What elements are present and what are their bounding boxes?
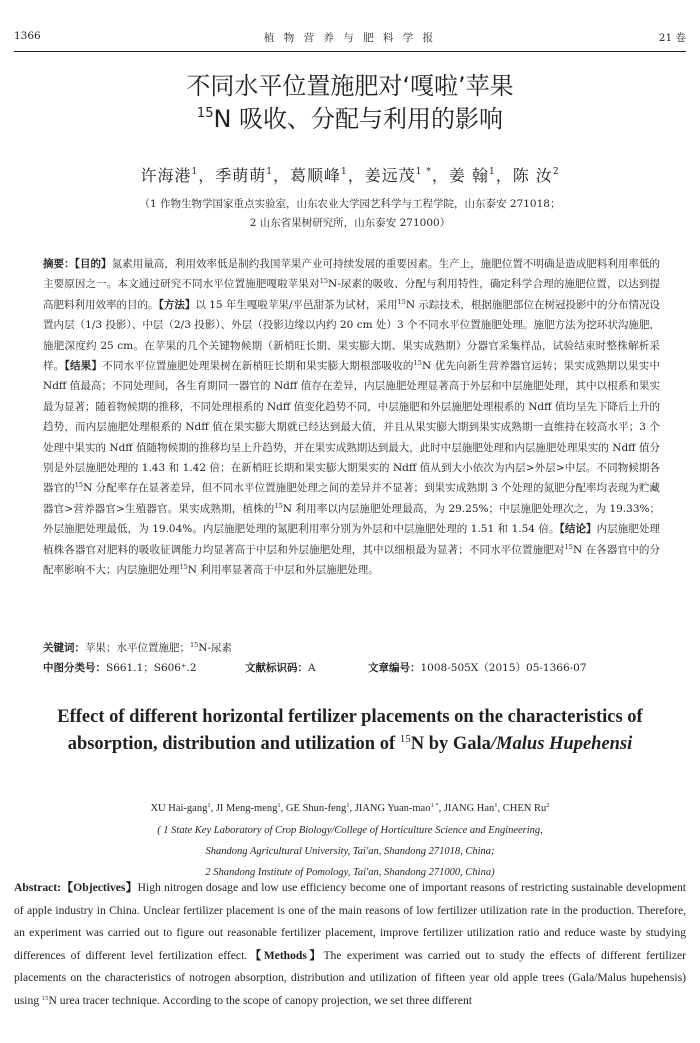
methods-text-en: The experiment was carried out to study the effects of different fertilizer placements on the characteristics of notrogen absorption, distribution and utilization of fifteen year old apple trees (Gala/Malus hupehensis) using bbox=[14, 948, 686, 1007]
conclusion-label-cn: 【结论】 bbox=[559, 523, 597, 536]
paper-page: 1366 植 物 营 养 与 肥 料 学 报 21 卷 不同水平位置施肥对‘嘎啦’苹果 $^{15}$N 吸收、分配与利用的影响 许海港$^1$，季萌萌$^1$，葛顺峰$^1$，姜远茂$^{1 *}$，姜 翰$^1$，陈 汝$^2$ （1 作物生物学国家重点实验室，山东农业大学园艺科学与工程学院，山东泰安 271018； 2 山东省果树研究所，山东泰安 271000） 摘要：【目的】氮素用量高，利用效率低是制约我国苹果产业可持续发展的重要因素。生产上，施肥位置不明确是造成肥料利用率低的主要原因之一。本文通过研究不同水平位置施肥嘎啦苹果对$^{15}$N-尿素的吸收、分配与利用特性，确定科学合理的施肥位置，以达到提高肥料利用效率的目的。【方法】以 15 年生嘎啦苹果/平邑甜茶为试材，采用$^{15}$N 示踪技术，根据施肥部位在树冠投影中的分布情况设置内层（1/3 投影）、中层（2/3 投影）、外层（投影边缘以内约 20 cm 处）3 个不同水平位置施肥处理。施肥方法为挖环状沟施肥，施肥深度约 25 cm。在苹果的几个关键物候期（新梢旺长期、果实膨大期、果实成熟期）分器官采集样品，试验结束时整株解析采样。【结果】不同水平位置施肥处理果树在新梢旺长期和果实膨大期根部吸收的$^{15}$N 优先向新生营养器官运转；果实成熟期以果实中 Ndff 值最高；不同处理间，各生育期同一器官的 Ndff 值存在差异，内层施肥处理显著高于外层和中层施肥处理，其中以根系和果实最为显著；随着物候期的推移，不同处理根系的 Ndff 值变化趋势不同，中层施肥和外层施肥处理根系的 Ndff 值均呈先下降后上升的趋势，而内层施肥处理根系的 Ndff 值在果实膨大期就已经达到最大值，并且从果实膨大期到果实成熟期一直维持在较高水平；3 个处理中果实的 Ndff 值随物候期的推移均呈上升趋势，并在果实成熟期达到最大，此时中层施肥处理和内层施肥处理果实的 Ndff 值分别是外层施肥处理的 1.43 和 1.42 倍；在新梢旺长期和果实膨大期果实的 Ndff 值从到大小依次为内层>外层>中层。不同物候期各器官的$^{15}$N 分配率存在显著差异，但不同水平位置施肥处理之间的差异并不显著；到果实成熟期 3 个处理的氮肥分配率均表现为贮藏器官>营养器官>生殖器官。果实成熟期，植株的$^{15}$N 利用率以内层施肥处理最高，为 29.25%；中层施肥处理次之，为 19.33%；外层施肥处理最低，为 19.04%。内层施肥处理的氮肥利用率分别为外层和中层施肥处理的 1.51 和 1.54 倍。【结论】内层施肥处理植株各器官对肥料的吸收征调能力均显著高于中层和外层施肥处理，其中以细根最为显著；不同水平位置施肥对$^{15}$N 在各器官中的分配率影响不大；内层施肥处理$^{15}$N 利用率显著高于中层和外层施肥处理。 关键词：苹果；水平位置施肥；$^{15}$N-尿素 中图分类号：S661.1；S606⁺.2 文献标识码：A 文章编号：1008-505X（2015）05-1366-07 Effect of different horizontal fertilizer placements on the characteristics of absorption, distribution and utilization of $^{15}$N by Gala/Malus Hupehensi XU Hai-gang$^1$, JI Meng-meng$^1$, GE Shun-feng$^1$, JIANG Yuan-mao$^{1 *}$, JIANG Han$^1$, CHEN Ru$^2$ ( 1 State Key Laboratory of Crop Biology/College of Horticulture Science and Engineering, Shandong Agricultural University, Tai'an, Shandong 271018, China; 2 Shandong Institute of Pomology, Tai'an, Shandong 271000, China) Abstract:【Objectives】High nitrogen dosage and low use efficiency become one of important reasons of restricting sustainable development of apple industry in China. Unclear fertilizer placement is one of the main reasons of low fertilizer utilization rate in the production. Therefore, an experiment was carried out to figure out reasonable fertilizer placement, improve fertilizer utilization ratio and reduce waste by studying differences of different level fertilization effect.【Methods】The experiment was carried out to study the effects of different fertilizer placements on the characteristics of notrogen absorption, distribution and utilization of fifteen year old apple trees (Gala/Malus hupehensis) using $^{15}$N urea tracer technique. According to the scope of canopy projection, we set three different bbox=[0, 0, 700, 1043]
en-author-affiliation-mark: 2 bbox=[546, 802, 550, 809]
title-cn-isotope-sup: 15 bbox=[196, 106, 214, 121]
cn-author-affiliation-mark: 1 bbox=[488, 167, 496, 177]
abstract-cn: 摘要：【目的】氮素用量高，利用效率低是制约我国苹果产业可持续发展的重要因素。生产上，施肥位置不明确是造成肥料利用率低的主要原因之一。本文通过研究不同水平位置施肥嘎啦苹果对$^{15}$N-尿素的吸收、分配与利用特性，确定科学合理的施肥位置，以达到提高肥料利用效率的目的。【方法】以 15 年生嘎啦苹果/平邑甜茶为试材，采用$^{15}$N 示踪技术，根据施肥部位在树冠投影中的分布情况设置内层（1/3 投影）、中层（2/3 投影）、外层（投影边缘以内约 20 cm 处）3 个不同水平位置施肥处理。施肥方法为挖环状沟施肥，施肥深度约 25 cm。在苹果的几个关键物候期（新梢旺长期、果实膨大期、果实成熟期）分器官采集样品，试验结束时整株解析采样。【结果】不同水平位置施肥处理果树在新梢旺长期和果实膨大期根部吸收的$^{15}$N 优先向新生营养器官运转；果实成熟期以果实中 Ndff 值最高；不同处理间，各生育期同一器官的 Ndff 值存在差异，内层施肥处理显著高于外层和中层施肥处理，其中以根系和果实最为显著；随着物候期的推移，不同处理根系的 Ndff 值变化趋势不同，中层施肥和外层施肥处理根系的 Ndff 值均呈先下降后上升的趋势，而内层施肥处理根系的 Ndff 值在果实膨大期就已经达到最大值，并且从果实膨大期到果实成熟期一直维持在较高水平；3 个处理中果实的 Ndff 值随物候期的推移均呈上升趋势，并在果实成熟期达到最大，此时中层施肥处理和内层施肥处理果实的 Ndff 值分别是外层施肥处理的 1.43 和 1.42 倍；在新梢旺长期和果实膨大期果实的 Ndff 值从到大小依次为内层>外层>中层。不同物候期各器官的$^{15}$N 分配率存在显著差异，但不同水平位置施肥处理之间的差异并不显著；到果实成熟期 3 个处理的氮肥分配率均表现为贮藏器官>营养器官>生殖器官。果实成熟期，植株的$^{15}$N 利用率以内层施肥处理最高，为 29.25%；中层施肥处理次之，为 19.33%；外层施肥处理最低，为 19.04%。内层施肥处理的氮肥利用率分别为外层和中层施肥处理的 1.51 和 1.54 倍。【结论】内层施肥处理植株各器官对肥料的吸收征调能力均显著高于中层和外层施肥处理，其中以细根最为显著；不同水平位置施肥对$^{15}$N 在各器官中的分配率影响不大；内层施肥处理$^{15}$N 利用率显著高于中层和外层施肥处理。 bbox=[43, 258, 661, 577]
article-no-value: 1008-505X（2015）05-1366-07 bbox=[420, 662, 587, 674]
clc-value: S661.1；S606⁺.2 bbox=[106, 662, 197, 674]
en-author-name: JIANG Yuan-mao bbox=[354, 803, 431, 814]
doc-code-label: 文献标识码： bbox=[245, 662, 308, 674]
abstract-cn-label: 摘要： bbox=[43, 258, 75, 270]
en-author-name: JIANG Han bbox=[443, 803, 495, 814]
cn-author-affiliation-mark: 1 bbox=[341, 167, 348, 177]
journal-name: 植 物 营 养 与 肥 料 学 报 bbox=[263, 32, 437, 44]
title-en-line2: absorption, distribution and utilization of $^{15}$N by Gala/Malus Hupehensi bbox=[67, 733, 633, 754]
objectives-text-en: High nitrogen dosage and low use efficiency become one of important reasons of restricting sustainable development of apple industry in China. Unclear fertilizer placement is one of the main reasons of low fertilizer utilization rate in the production. Therefore, an experiment was carried out to figure out reasonable fertilizer placement, improve fertilizer utilization ratio and reduce waste by studying differences of different level fertilization effect. bbox=[14, 881, 686, 962]
objective-label-cn: 【目的】 bbox=[74, 258, 112, 270]
running-header bbox=[14, 30, 686, 48]
abstract-en-label: Abstract: bbox=[14, 881, 62, 894]
conclusion-text-cn: 内层施肥处理植株各器官对肥料的吸收征调能力均显著高于中层和外层施肥处理，其中以细根最为显著；不同水平位置施肥对 bbox=[43, 523, 661, 556]
result-label-cn: 【结果】 bbox=[64, 360, 103, 373]
affiliation-cn-1: （1 作物生物学国家重点实验室，山东农业大学园艺科学与工程学院，山东泰安 271018； bbox=[139, 198, 561, 210]
header-rule bbox=[14, 51, 686, 52]
keywords-label: 关键词： bbox=[43, 642, 85, 654]
cn-author-name: 季萌萌 bbox=[215, 166, 267, 185]
cn-author-name: 许海港 bbox=[140, 166, 192, 185]
en-author-name: XU Hai-gang bbox=[150, 803, 208, 814]
cn-author-affiliation-mark: 1 * bbox=[415, 167, 432, 177]
en-author-affiliation-mark: 1 bbox=[494, 802, 498, 809]
authors-en: XU Hai-gang$^1$, JI Meng-meng$^1$, GE Shun-feng$^1$, JIANG Yuan-mao$^{1 *}$, JIANG Han$^1$, CHEN Ru$^2$ bbox=[150, 802, 550, 814]
methods-label-en: 【Methods】 bbox=[247, 948, 324, 962]
affiliation-en-2: Shandong Agricultural University, Tai'an, Shandong 271018, China; bbox=[205, 846, 495, 857]
title-en-line1: Effect of different horizontal fertilizer placements on the characteristics of bbox=[57, 707, 643, 727]
cn-author-affiliation-mark: 1 bbox=[266, 167, 273, 177]
authors-cn: 许海港$^1$，季萌萌$^1$，葛顺峰$^1$，姜远茂$^{1 *}$，姜 翰$^1$，陈 汝$^2$ bbox=[140, 166, 560, 185]
cn-author-name: 姜 翰 bbox=[448, 166, 489, 185]
cn-author-affiliation-mark: 2 bbox=[552, 167, 560, 177]
en-author-affiliation-mark: 1 * bbox=[430, 802, 439, 809]
abstract-en: Abstract:【Objectives】High nitrogen dosage and low use efficiency become one of important reasons of restricting sustainable development of apple industry in China. Unclear fertilizer placement is one of the main reasons of low fertilizer utilization rate in the production. Therefore, an experiment was carried out to figure out reasonable fertilizer placement, improve fertilizer utilization ratio and reduce waste by studying differences of different level fertilization effect.【Methods】The experiment was carried out to study the effects of different fertilizer placements on the characteristics of notrogen absorption, distribution and utilization of fifteen year old apple trees (Gala/Malus hupehensis) using $^{15}$N urea tracer technique. According to the scope of canopy projection, we set three different bbox=[14, 881, 686, 1007]
result-text-cn: 不同水平位置施肥处理果树在新梢旺长期和果实膨大期根部吸收的 bbox=[102, 360, 414, 373]
cn-author-name: 姜远茂 bbox=[364, 166, 416, 185]
title-en bbox=[0, 704, 700, 758]
affiliation-en-3: 2 Shandong Institute of Pomology, Tai'an, Shandong 271000, China) bbox=[205, 867, 495, 878]
volume-number: 21 卷 bbox=[658, 32, 686, 44]
clc-label: 中图分类号： bbox=[43, 662, 106, 674]
doc-code-value: A bbox=[308, 662, 316, 674]
page-number: 1366 bbox=[14, 30, 41, 42]
affiliation-cn-2: 2 山东省果树研究所，山东泰安 271000） bbox=[249, 217, 451, 229]
method-label-cn: 【方法】 bbox=[158, 298, 196, 311]
cn-author-name: 葛顺峰 bbox=[289, 166, 341, 185]
en-author-affiliation-mark: 1 bbox=[207, 802, 211, 809]
article-no-label: 文章编号： bbox=[368, 662, 421, 674]
en-author-name: GE Shun-feng bbox=[285, 803, 347, 814]
method-text-cn: 以 15 年生嘎啦苹果/平邑甜茶为试材，采用 bbox=[195, 298, 398, 311]
cn-author-name: 陈 汝 bbox=[512, 166, 553, 185]
objective-text-cn: 氮素用量高，利用效率低是制约我国苹果产业可持续发展的重要因素。生产上，施肥位置不明确是造成肥料利用率低的主要原因之一。本文通过研究不同水平位置施肥嘎啦苹果对 bbox=[43, 258, 661, 291]
en-author-affiliation-mark: 1 bbox=[346, 802, 350, 809]
title-cn-line1: 不同水平位置施肥对‘嘎啦’苹果 bbox=[186, 72, 514, 100]
en-author-name: CHEN Ru bbox=[502, 803, 547, 814]
affiliation-en-1: ( 1 State Key Laboratory of Crop Biology/College of Horticulture Science and Engineering, bbox=[157, 825, 543, 836]
title-cn-line2: $^{15}$N 吸收、分配与利用的影响 bbox=[196, 105, 504, 133]
en-author-affiliation-mark: 1 bbox=[277, 802, 281, 809]
en-author-name: JI Meng-meng bbox=[215, 803, 278, 814]
cn-author-affiliation-mark: 1 bbox=[191, 167, 199, 177]
objectives-label-en: 【Objectives】 bbox=[61, 881, 138, 894]
